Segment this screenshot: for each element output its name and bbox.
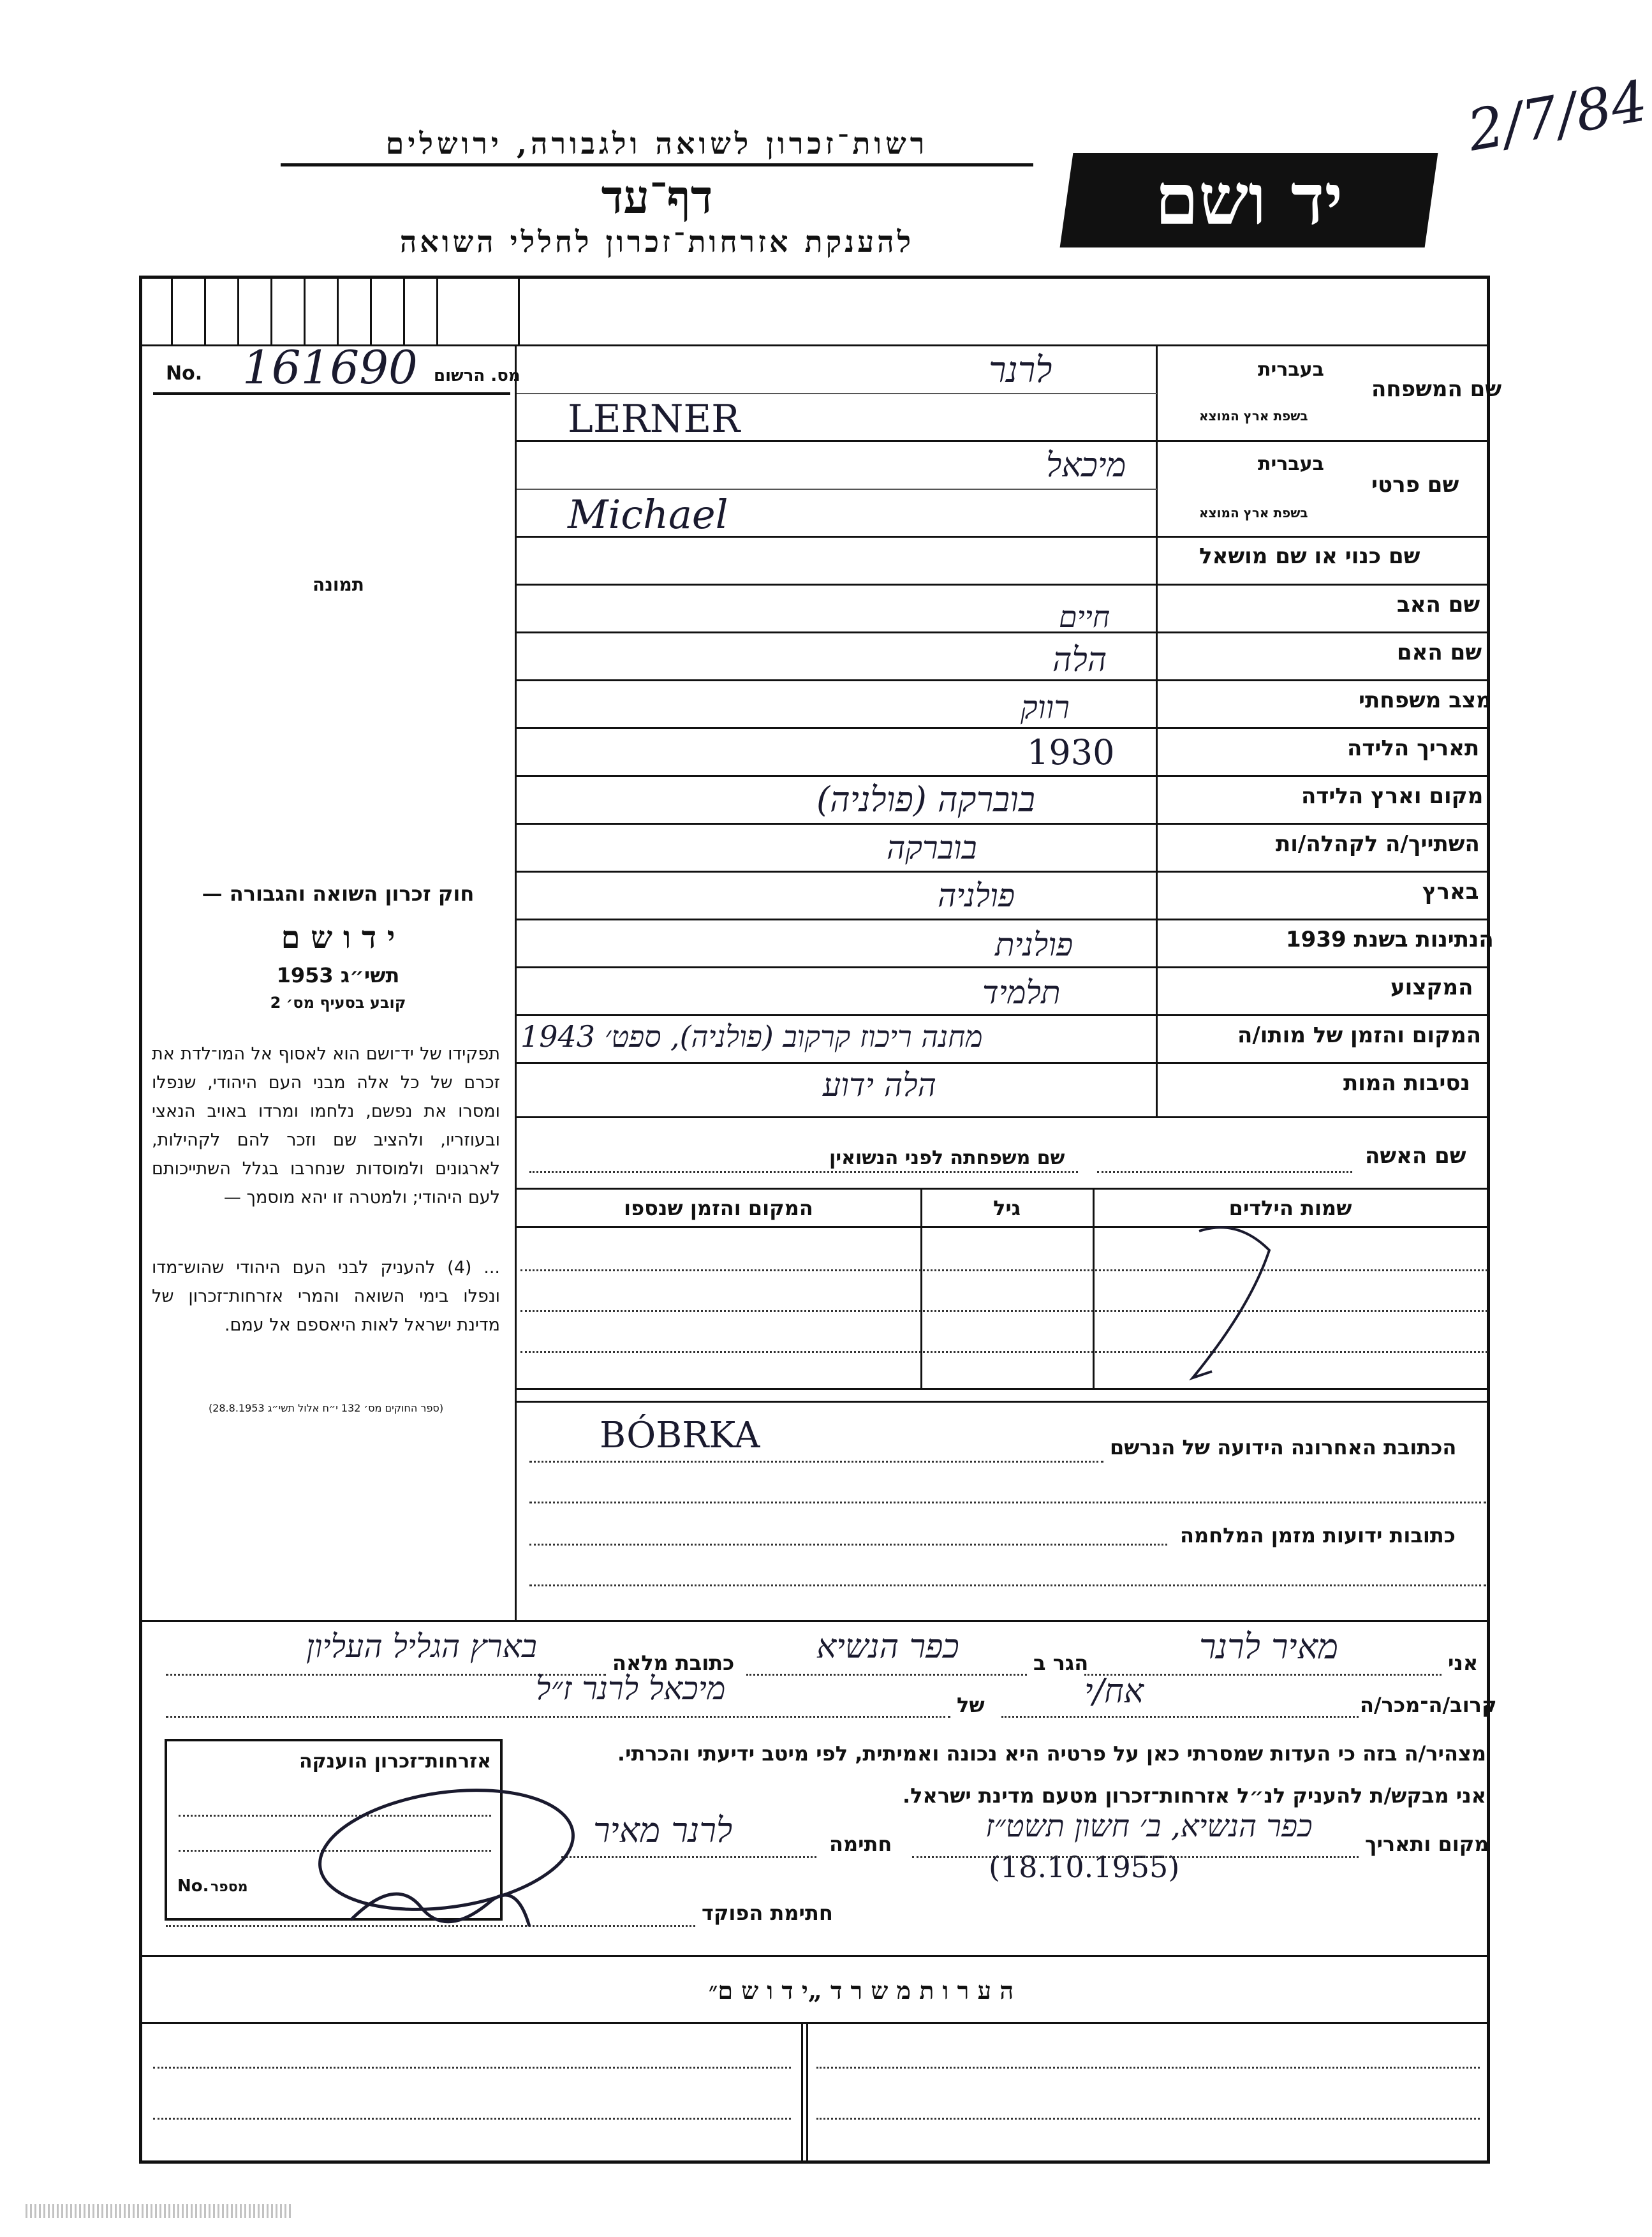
citizenship-no-label: No.	[177, 1877, 209, 1896]
father-value: חיים	[1059, 600, 1110, 634]
officer-signature-label: חתימת הפוקד	[702, 1901, 833, 1925]
children-strike-mark	[1174, 1212, 1301, 1397]
scan-edge-noise	[26, 2204, 293, 2218]
of-label: של	[957, 1693, 985, 1717]
logo-text: יד ושם	[1154, 158, 1343, 240]
community-label: השתייך/ה לקהלה/ות	[1276, 831, 1480, 857]
first-name-label: שם פרטי	[1371, 472, 1459, 498]
family-name-hebrew-value: לרנר	[989, 350, 1052, 391]
declarant-i-label: אני	[1448, 1651, 1479, 1675]
statement-truth: מצהיר/ה בזה כי העדות שמסרתי כאן על פרטיה היא נכונה ואמיתית, לפי מיטב ידיעתי והכרתי.	[617, 1741, 1486, 1766]
reg-no-label: No.	[166, 362, 203, 385]
first-name-latin-value: Michael	[568, 491, 728, 538]
wartime-address-label: כתובות ידועות מזמן המלחמה	[1180, 1523, 1456, 1547]
law-year: תשי״ג 1953	[276, 963, 400, 987]
children-age-header: גיל	[992, 1196, 1021, 1220]
declarant-signature: לרנר מאיר	[593, 1810, 733, 1850]
death-cause-label: נסיבות המות	[1343, 1070, 1470, 1096]
place-date-value: כפר הנשיא, ב׳ חשון תשט״ז	[985, 1808, 1313, 1844]
law-section: קובע בסעיף מס׳ 2	[270, 994, 406, 1012]
birthplace-value: בוברקה (פולניה)	[816, 779, 1035, 820]
family-name-hebrew-label: בעברית	[1258, 358, 1324, 381]
citizenship-box-title: אזרחות־זכרון הוענקה	[299, 1750, 491, 1773]
marital-label: מצב משפחתי	[1359, 688, 1492, 713]
relative-label: קרוב/ה־מכר/ה	[1360, 1693, 1497, 1717]
relative-value: אח/י	[1084, 1672, 1144, 1711]
children-names-header: שמות הילדים	[1228, 1196, 1352, 1220]
first-name-hebrew-value: מיכאל	[1046, 447, 1126, 485]
nickname-label: שם כנוי או שם מושאל	[1199, 543, 1420, 569]
reg-label: מס. הרשום	[434, 366, 520, 385]
law-heading: חוק זכרון השואה והגבורה —	[202, 882, 475, 906]
gregorian-date-value: (18.10.1955)	[989, 1850, 1180, 1884]
citizenship-number-label: מספר	[210, 1879, 248, 1895]
statement-request: אני מבקש/ת להעניק לנ״ל אזרחות־זכרון מטעם מדינת ישראל.	[903, 1783, 1486, 1808]
office-notes-title: ה ע ר ו ת מ ש ר ד „י ד ו ש ם״	[708, 1976, 1014, 2005]
maiden-name-label: שם משפחתה לפני הנשואין	[829, 1147, 1065, 1169]
resident-value: כפר הנשיא	[816, 1628, 959, 1666]
first-name-hebrew-label: בעברית	[1258, 453, 1324, 475]
law-paragraph-2: ... (4) להעניק לבני העם היהודי שהוש־מדו ונפלו בימי השואה והמרי אזרחות־זכרון של מדינת ישראל לאות היאספם אל עמם.	[152, 1258, 500, 1335]
first-name-origin-label: בשפת ארץ המוצא	[1199, 505, 1308, 520]
corner-date: 2/7/84	[1463, 68, 1652, 164]
death-label: המקום והזמן של מותו/ה	[1237, 1023, 1482, 1048]
form-title: דף־עד	[601, 170, 713, 224]
signature-label: חתימה	[829, 1832, 892, 1856]
authority-line: רשות־זכרון לשואה ולגבורה, ירושלים	[281, 126, 1033, 166]
nationality-label: הנתינות בשנת 1939	[1286, 927, 1494, 952]
country-label: בארץ	[1422, 879, 1479, 904]
profession-value: תלמיד	[982, 974, 1061, 1011]
death-value: מחנה ריכוז קרקוב (פולניה), ספט׳ 1943	[520, 1019, 983, 1054]
law-paragraph-1: תפקידו של יד־ושם הוא לאסוף אל המו־לדת את זכרם של כל אלה מבני העם היהודי, שנפלו ומסרו את נפשם, נלחמו ומרדו באויב הנאצי ובעוזריו, ולהציב שם וזכר להם לקהילות, לארגונים ולמוסדות שנחרבו בגלל השתייכותם לעם היהודי; ולמטרה זו יהא מוסמך —	[152, 1044, 500, 1207]
full-address-value: בארץ הגליל העליון	[306, 1628, 537, 1665]
reg-no-value: 161690	[242, 341, 418, 394]
resident-label: הגר ב	[1033, 1651, 1089, 1675]
mother-value: הלה	[1052, 641, 1107, 679]
community-value: בוברקה	[887, 829, 977, 866]
birthdate-value: 1930	[1027, 732, 1115, 772]
nationality-value: פולנית	[995, 926, 1073, 963]
birthdate-label: תאריך הלידה	[1347, 735, 1480, 761]
of-value: מיכאל לרנר ז״ל	[536, 1670, 726, 1707]
last-address-value: BÓBRKA	[600, 1415, 760, 1456]
marital-value: רווק	[1021, 689, 1070, 726]
mother-label: שם האם	[1397, 640, 1482, 665]
father-label: שם האב	[1397, 592, 1480, 617]
children-place-header: המקום והזמן שנספו	[624, 1196, 813, 1220]
law-name: י ד ו ש ם	[281, 920, 395, 956]
officer-signature-scribble	[300, 1780, 657, 1952]
birthplace-label: מקום וארץ הלידה	[1301, 783, 1484, 809]
death-cause-value: הלה ידוע	[823, 1067, 936, 1104]
family-name-latin-value: LERNER	[568, 397, 741, 441]
form-subtitle: להענקת אזרחות־זכרון לחללי השואה	[399, 225, 915, 259]
wife-label: שם האשה	[1365, 1143, 1466, 1169]
country-value: פולניה	[938, 877, 1015, 914]
last-address-label: הכתובת האחרונה הידועה של הנרשם	[1110, 1435, 1457, 1459]
photo-label: תמונה	[313, 574, 364, 595]
declarant-name-value: מאיר לרנר	[1199, 1627, 1339, 1667]
full-address-label: כתובת מלאה	[612, 1651, 735, 1675]
place-date-label: מקום ותאריך	[1365, 1832, 1489, 1856]
profession-label: המקצוע	[1390, 975, 1473, 1000]
family-name-label: שם המשפחה	[1371, 376, 1502, 402]
law-citation: (ספר החוקים מס׳ 132 י״ח אלול תשי״ג 28.8.1953)	[208, 1402, 444, 1414]
family-name-origin-label: בשפת ארץ המוצא	[1199, 408, 1308, 424]
